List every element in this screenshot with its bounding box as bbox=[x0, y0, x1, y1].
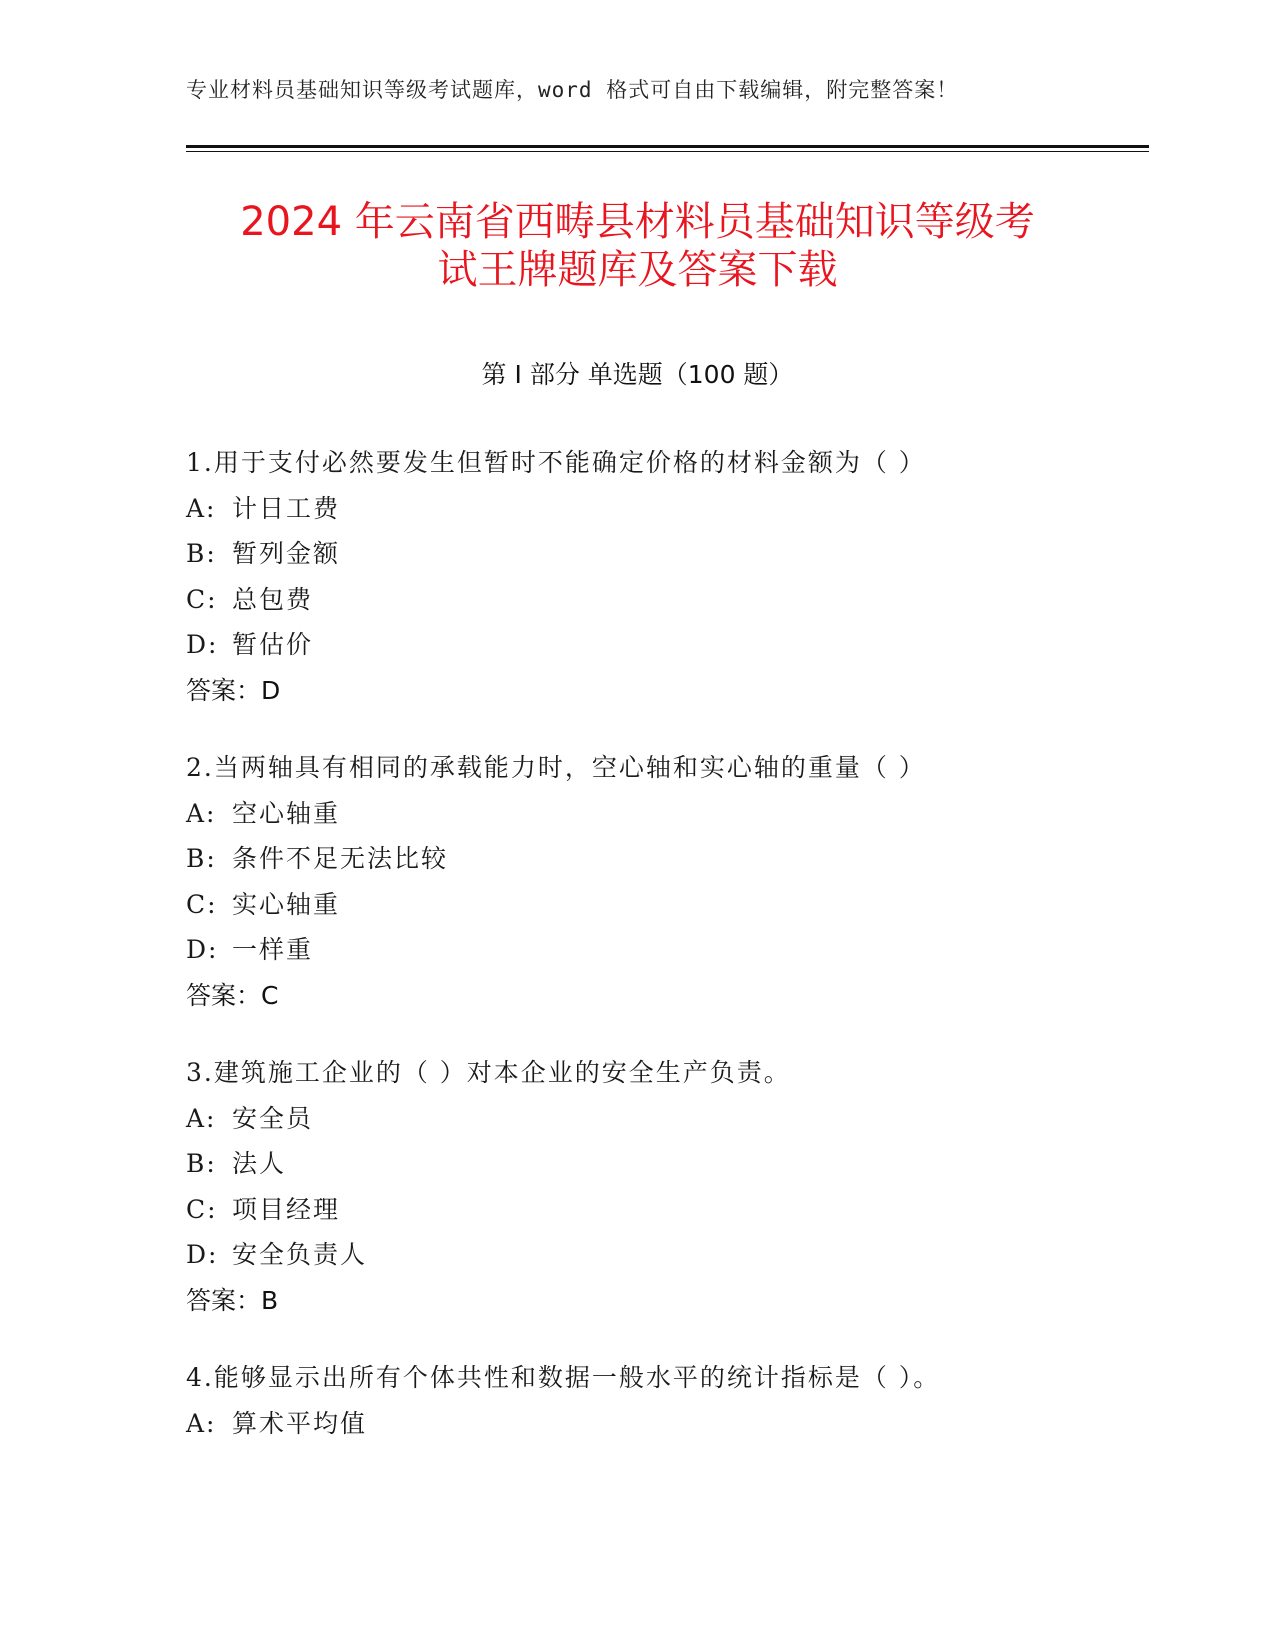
question-stem: 2.当两轴具有相同的承载能力时，空心轴和实心轴的重量（ ） bbox=[186, 753, 926, 782]
option-b bbox=[186, 836, 1146, 882]
question-2 bbox=[186, 745, 1146, 1018]
answer: 答案：B bbox=[186, 1285, 279, 1315]
question-4 bbox=[186, 1355, 1146, 1446]
option-letter: B: bbox=[186, 844, 217, 873]
option-letter: B: bbox=[186, 539, 217, 568]
option-a bbox=[186, 1096, 1146, 1142]
option-a bbox=[186, 791, 1146, 837]
document-title bbox=[150, 198, 1125, 294]
option-letter: D: bbox=[186, 1240, 219, 1269]
question-stem: 1.用于支付必然要发生但暂时不能确定价格的材料金额为（ ） bbox=[186, 448, 926, 477]
option-letter: A: bbox=[186, 798, 217, 828]
option-letter: C: bbox=[186, 1194, 218, 1224]
answer: 答案：D bbox=[186, 675, 281, 705]
option-letter: C: bbox=[186, 889, 218, 919]
option-letter: A: bbox=[186, 1103, 217, 1133]
option-text: 暂列金额 bbox=[232, 539, 341, 568]
option-d bbox=[186, 1232, 1146, 1278]
option-text: 空心轴重 bbox=[232, 798, 341, 828]
question-stem: 3.建筑施工企业的（ ）对本企业的安全生产负责。 bbox=[186, 1058, 791, 1087]
option-b bbox=[186, 1141, 1146, 1187]
option-letter: B: bbox=[186, 1149, 217, 1178]
option-d bbox=[186, 622, 1146, 668]
option-text: 法人 bbox=[232, 1149, 287, 1178]
option-letter: D: bbox=[186, 935, 219, 964]
question-stem: 4.能够显示出所有个体共性和数据一般水平的统计指标是（ ）。 bbox=[186, 1363, 941, 1392]
option-letter: C: bbox=[186, 584, 218, 614]
option-b bbox=[186, 531, 1146, 577]
option-c bbox=[186, 1187, 1146, 1233]
option-text: 安全员 bbox=[232, 1103, 314, 1133]
question-1 bbox=[186, 440, 1146, 713]
option-a bbox=[186, 486, 1146, 532]
question-3 bbox=[186, 1050, 1146, 1323]
section-title: 第 I 部分 单选题（100 题） bbox=[481, 360, 794, 389]
option-a bbox=[186, 1401, 1146, 1447]
option-text: 条件不足无法比较 bbox=[232, 844, 449, 873]
option-letter: A: bbox=[186, 1408, 217, 1438]
option-text: 计日工费 bbox=[232, 493, 341, 523]
header-rule-thin bbox=[186, 151, 1149, 152]
option-d bbox=[186, 927, 1146, 973]
header-rule-thick bbox=[186, 145, 1149, 148]
answer: 答案：C bbox=[186, 980, 279, 1010]
option-c bbox=[186, 577, 1146, 623]
option-letter: A: bbox=[186, 493, 217, 523]
question-list bbox=[186, 440, 1146, 1478]
option-letter: D: bbox=[186, 630, 219, 659]
option-text: 安全负责人 bbox=[232, 1240, 368, 1269]
header-note: 专业材料员基础知识等级考试题库，word 格式可自由下载编辑，附完整答案！ bbox=[186, 78, 959, 102]
option-text: 暂估价 bbox=[232, 630, 314, 659]
option-c bbox=[186, 882, 1146, 928]
option-text: 实心轴重 bbox=[232, 889, 341, 919]
option-text: 算术平均值 bbox=[232, 1408, 368, 1438]
option-text: 一样重 bbox=[232, 935, 314, 964]
document-title-line-2: 试王牌题库及答案下载 bbox=[437, 247, 838, 293]
option-text: 项目经理 bbox=[232, 1194, 341, 1224]
document-title-line-1: 2024 年云南省西畴县材料员基础知识等级考 bbox=[240, 199, 1035, 245]
option-text: 总包费 bbox=[232, 584, 314, 614]
